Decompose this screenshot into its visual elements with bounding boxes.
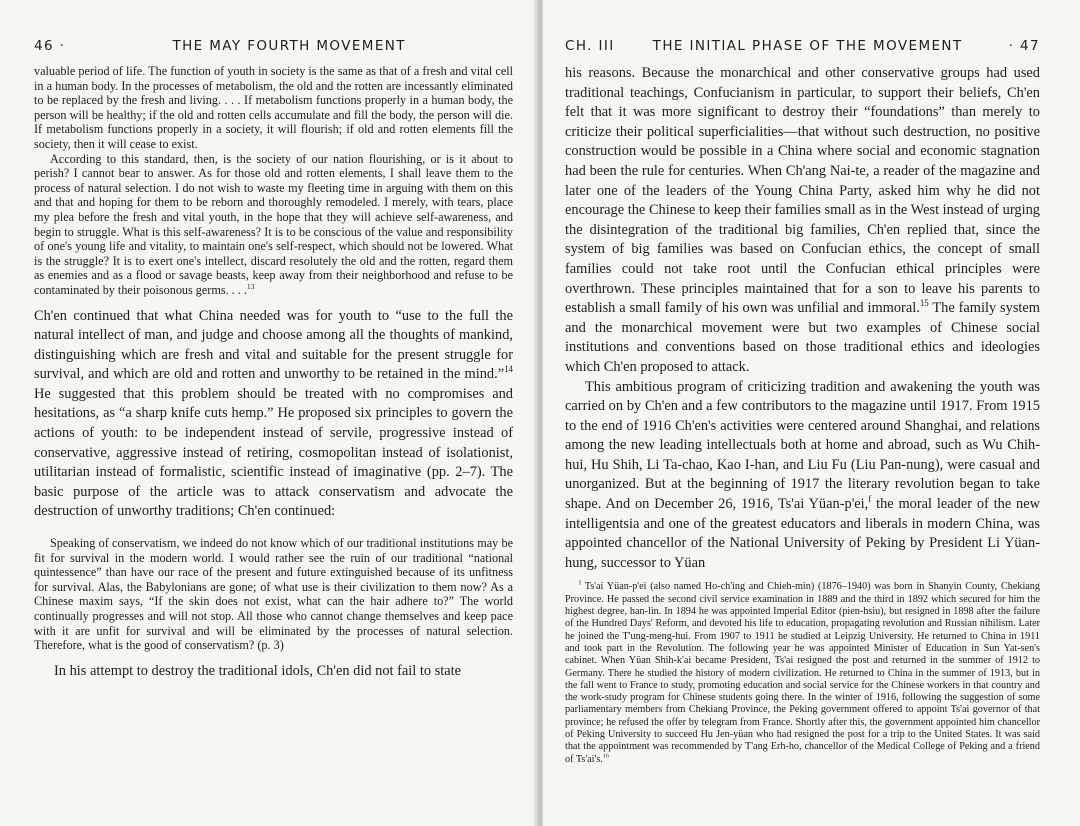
block-quote-2 (34, 536, 513, 653)
quote-1-paragraph-1: valuable period of life. The function of youth in society is the same as that of a fresh and vital cell in a human body. In the processes of metabolism, the old and the rotten are incessantly eliminated to be replaced by the fresh and living. . . . If metabolism functions properly in a human body, the person will be healthy; if the old and rotten cells accumulate and fill the body, the person will die. If metabolism functions properly in a society, it will flourish; if old and rotten elements fill the society, then it will cease to exist. (34, 64, 513, 151)
right-paragraph-1-text-b: The family system and the monarchical movement were but two examples of Chinese social institutions and conventions based on those traditional ethics and ideologies which Ch'en proposed to attack. (565, 300, 1040, 375)
footnote-ref-15: 15 (919, 298, 929, 309)
footnote-f (565, 581, 1040, 765)
right-running-head (565, 38, 1040, 54)
footnote-f-text: Ts'ai Yüan-p'ei (also named Ho-ch'ing and Chieh-min) (1876–1940) was born in Shanyin County, Chekiang Province. He passed the second civil service examination in 1889 and the third in 1892 which secured for him the highest degree, han-lin. In 1894 he was appointed Imperial Editor (pien-hsiu), but resigned in 1898 after the failure of the Hundred Days' Reform, and devoted his life to education, propagating revolution and Russian nihilism. Later he joined the T'ung-meng-hui. From 1907 to 1911 he studied at Leipzig University. He returned to China in 1911 and took part in the Revolution. The following year he was appointed Minister of Education in Sun Yat-sen's cabinet. When Yüan Shih-k'ai became President, Ts'ai resigned the post and returned in the summer of 1912 to Germany. There he studied the history of modern civilization. He returned to China in the summer of 1913, but in the fall went to France to study, promoting education and social service for the Chinese workers in that country and the work-study program for Chinese students going there. In the winter of 1916, following the suggestion of some parliamentary members from Chekiang Province, the Peking government offered to appoint Ts'ai governor of that province; he refused the offer by telegram from France. Shortly after this, the government appointed him chancellor of Peking University to succeed Hu Jen-yüan who had resigned the post for a trip to the United States. It was said that the appointment was recommended by T'ang Erh-ho, chancellor of the Medical College of Peking and a friend of Ts'ai's. (565, 581, 1040, 765)
quote-1-paragraph-2-text: According to this standard, then, is the society of our nation flourishing, or is it about to perish? I cannot bear to answer. As for those old and rotten elements, I shall leave them to the process of natural selection. I do not wish to waste my fleeting time in arguing with them on this and that and hoping for them to be reborn and thoroughly remodeled. I merely, with tears, place my plea before the fresh and vital youth, in the hope that they will achieve self-awareness, and begin to struggle. What is this self-awareness? It is to be conscious of the value and responsibility of one's young life and vitality, to maintain one's self-respect, which should not be lowered. What is the struggle? It is to exert one's intellect, discard resolutely the old and the rotten, regard them as enemies and as a flood or savage beasts, keep away from their neighborhood and refuse to be contaminated by their poisonous germs. . . . (34, 151, 513, 297)
footnote-f-mark: f (579, 580, 582, 588)
right-paragraph-2-text-b: the moral leader of the new intelligentsia and one of the greatest educators and liberals in modern China, was appointed chancellor of the National University of Peking by President Li Yüan-hung, successor to Yüan (565, 496, 1041, 571)
footnote-ref-13: 13 (246, 281, 255, 291)
footnote-ref-16: 16 (602, 752, 610, 760)
left-page-number: 46 · (34, 38, 66, 54)
right-page-number: · 47 (1008, 38, 1040, 54)
left-page (0, 0, 537, 826)
quote-2-paragraph: Speaking of conservatism, we indeed do not know which of our traditional institutions may be fit for survival in the modern world. I would rather see the ruin of our traditional “national quintessence” than have our race of the present and future extinguished because of its unfitness for survival. Alas, the Babylonians are gone; of what use is their civilization to them now? As a Chinese maxim says, “If the skin does not exist, what can the hair adhere to?” The world continually progresses and will not stop. All those who cannot change themselves and keep pace with it are unfit for survival and will be eliminated by the processes of natural selection. Therefore, what is the good of conservatism? (p. 3) (34, 536, 513, 653)
chapter-label: CH. III (565, 38, 615, 54)
right-paragraph-1-text: his reasons. Because the monarchical and other conservative groups had used traditional teachings, Confucianism in particular, to support their beliefs, Ch'en felt that it was more significant to destroy their “foundations” than merely to criticize their political superficialities—that without such destruction, no positive construction would be possible in a China where social and economic stagnation had been the rule for centuries. When Ch'ang Nai-te, a reader of the magazine and later one of the leaders of the Young China Party, asked him why he did not encourage the Chinese to keep their families small as in the West instead of urging the disintegration of the traditional big families, Ch'en replied that, since the system of big families was based on Confucian ethics, the concept of small families could not take root until the Confucian ethical principles were overthrown. These principles maintained that for a son to leave his parents to establish a small family of his own was unfilial and immoral. (565, 65, 1040, 317)
right-body (565, 64, 1040, 573)
body-1-text-b: He suggested that this problem should be treated with no compromises and hesitations, as “a sharp knife cuts hemp.” He proposed six principles to govern the actions of youth: to be independent instead of servile, progressive instead of conservative, aggressive instead of retiring, cosmopolitan instead of isolationist, utilitarian instead of formalistic, scientific instead of imaginative (pp. 2–7). The basic purpose of the article was to attack conservatism and advocate the destruction of unworthy traditions; Ch'en continued: (34, 385, 513, 520)
body-paragraph-1 (34, 307, 513, 523)
right-running-title: THE INITIAL PHASE OF THE MOVEMENT (652, 38, 963, 54)
left-running-title: THE MAY FOURTH MOVEMENT (172, 38, 406, 54)
body-1-text-a: Ch'en continued that what China needed was for youth to “use to the full the natural intellect of man, and judge and choose among all the thoughts of mankind, distinguishing which are fresh and vital and suitable for the present struggle for survival, and which are old and rotten and unworthy to be retained in the mind.” (34, 307, 513, 383)
body-paragraph-2 (34, 662, 513, 682)
footnote-mark-f: f (868, 494, 872, 505)
right-paragraph-2 (565, 378, 1040, 574)
right-paragraph-2-text-a: This ambitious program of criticizing tradition and awakening the youth was carried on by Ch'en and a few contributors to the magazine until 1917. From 1915 to the end of 1916 Ch'en's activities were centered around Shanghai, and relations among the new leading intellectuals both at home and abroad, such as Wu Chih-hui, Hu Shih, Li Ta-chao, Kao I-han, and Liu Fu (Liu Pan-nung), were casual and unorganized. But at the beginning of 1917 the literary revolution began to take shape. And on December 26, 1916, Ts'ai Yüan-p'ei, (565, 378, 1040, 513)
body-paragraph-1-text (34, 307, 513, 523)
body-paragraph-2-text: In his attempt to destroy the traditional idols, Ch'en did not fail to state (54, 662, 462, 679)
footnote-f-paragraph (565, 581, 1040, 765)
left-running-head (34, 38, 513, 54)
quote-1-paragraph-2 (34, 152, 513, 298)
footnote-ref-14: 14 (504, 364, 513, 375)
block-quote-1 (34, 64, 513, 298)
right-page (543, 0, 1080, 826)
right-paragraph-1 (565, 64, 1040, 378)
